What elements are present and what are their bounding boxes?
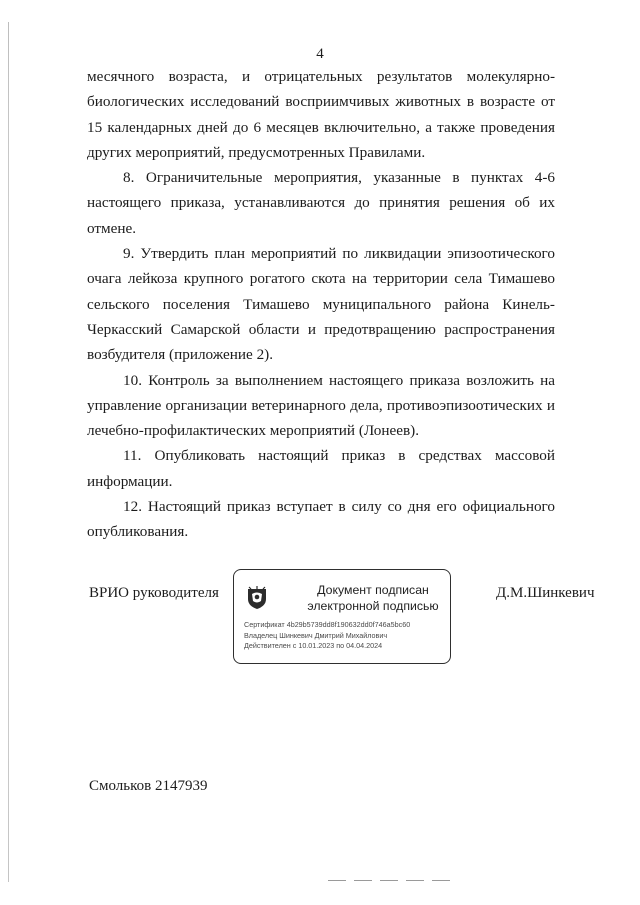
electronic-signature-stamp bbox=[233, 569, 451, 664]
paragraph-9: 9. Утвердить план мероприятий по ликвидации эпизоотического очага лейкоза крупного рогатого скота на территории села Тимашево сельского поселения Тимашево муниципального района Кинель-Черкасский Самарской области и предотвращению распространения возбудителя (приложение 2). bbox=[87, 245, 555, 364]
paragraph-11: 11. Опубликовать настоящий приказ в средствах массовой информации. bbox=[87, 447, 555, 490]
stamp-line-1: Документ подписан bbox=[317, 583, 429, 597]
signatory-position: ВРИО руководителя bbox=[89, 585, 219, 601]
document-body bbox=[87, 64, 555, 545]
stamp-title bbox=[298, 582, 448, 614]
paragraph-12: 12. Настоящий приказ вступает в силу со дня его официального опубликования. bbox=[87, 498, 555, 541]
page-number: 4 bbox=[316, 46, 324, 62]
paragraph-10: 10. Контроль за выполнением настоящего приказа возложить на управление организации ветеринарного дела, противоэпизоотических и лечебно-профилактических мероприятий (Лонеев). bbox=[87, 371, 555, 440]
stamp-owner: Владелец Шинкевич Дмитрий Михайлович bbox=[244, 630, 388, 640]
stamp-details bbox=[244, 620, 448, 652]
paragraph-continuation: месячного возраста, и отрицательных результатов молекулярно-биологических исследований восприимчивых животных в возрасте от 15 календарных дней до 6 месяцев включительно, а также проведения других мероприятий, предусмотренных Правилами. bbox=[87, 68, 555, 161]
executor-note: Смольков 2147939 bbox=[89, 778, 208, 794]
signatory-name: Д.М.Шинкевич bbox=[496, 585, 595, 601]
paragraph-8: 8. Ограничительные мероприятия, указанные в пунктах 4-6 настоящего приказа, устанавливаются до принятия решения об их отмене. bbox=[87, 169, 555, 237]
samara-coat-of-arms-icon bbox=[246, 586, 268, 610]
stamp-line-2: электронной подписью bbox=[307, 599, 439, 613]
scan-artifact-line bbox=[328, 880, 458, 881]
stamp-certificate: Сертификат 4b29b5739dd8f190632dd0f746a5bc60 bbox=[244, 620, 411, 629]
stamp-validity: Действителен с 10.01.2023 по 04.04.2024 bbox=[244, 641, 383, 650]
scan-edge-line bbox=[8, 22, 9, 882]
